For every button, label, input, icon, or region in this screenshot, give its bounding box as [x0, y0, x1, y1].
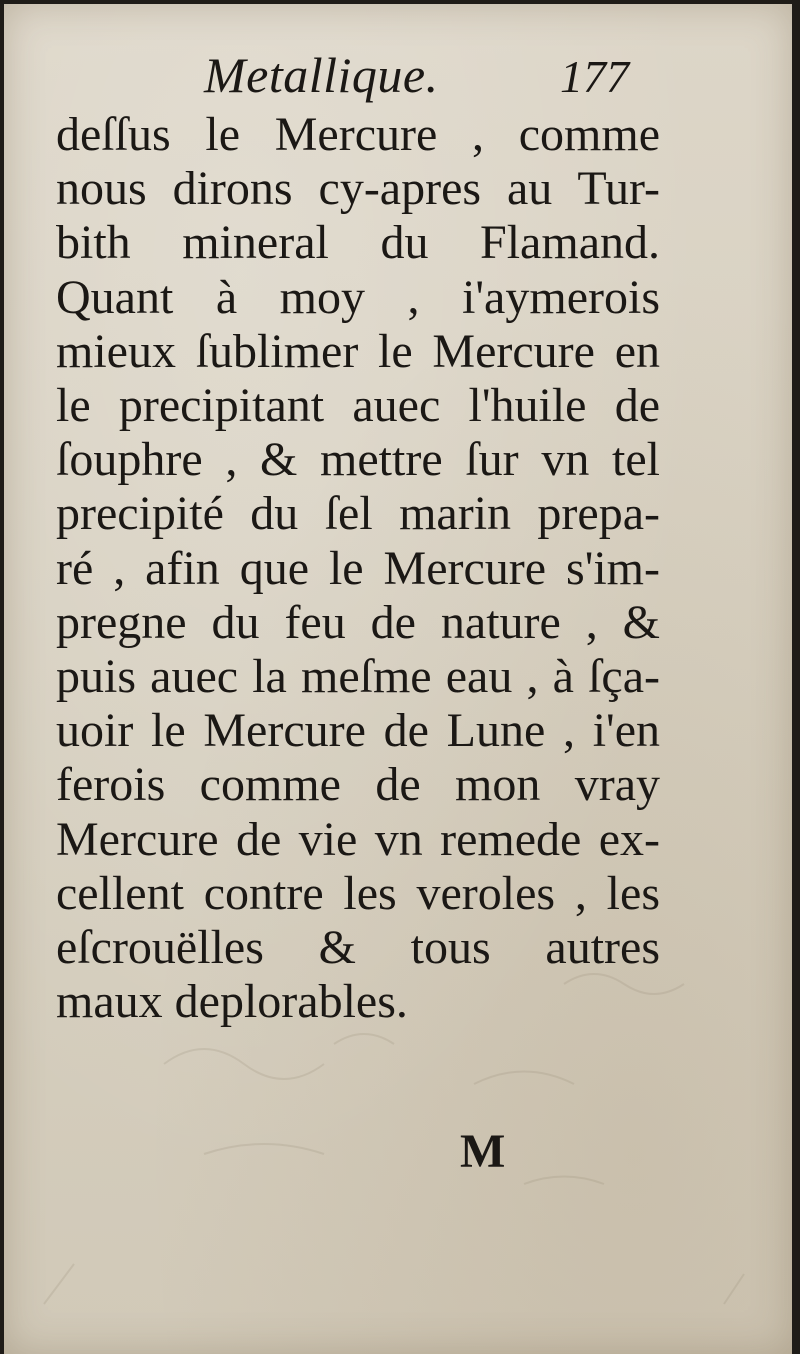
text-line: ré , afin que le Mercure s'im- — [56, 541, 660, 595]
page-header — [4, 44, 792, 114]
text-line: pregne du feu de nature , & — [56, 595, 660, 649]
text-line: puis auec la meſme eau , à ſça- — [56, 650, 660, 704]
text-line: Mercure de vie vn remede ex- — [56, 812, 660, 866]
text-line: uoir le Mercure de Lune , i'en — [56, 704, 660, 758]
text-line: cellent contre les veroles , les — [56, 866, 660, 920]
text-line: bith mineral du Flamand. — [56, 216, 660, 270]
text-line: eſcrouëlles & tous autres — [56, 921, 660, 975]
text-line: Quant à moy , i'aymerois — [56, 270, 660, 324]
text-line: mieux ſublimer le Mercure en — [56, 324, 660, 378]
text-line: nous dirons cy-apres au Tur- — [56, 162, 660, 216]
book-page — [4, 4, 792, 1354]
running-title: Metallique. — [204, 47, 439, 103]
signature-mark: M — [460, 1125, 506, 1178]
text-line-last: maux deplorables. — [56, 975, 408, 1029]
text-line: precipité du ſel marin prepa- — [56, 487, 660, 541]
text-line: le precipitant auec l'huile de — [56, 379, 660, 433]
text-line: ſouphre , & mettre ſur vn tel — [56, 433, 660, 487]
text-line: ferois comme de mon vray — [56, 758, 660, 812]
text-line: deſſus le Mercure , comme — [56, 108, 660, 161]
page-number: 177 — [560, 51, 629, 102]
body-text — [56, 108, 660, 1029]
